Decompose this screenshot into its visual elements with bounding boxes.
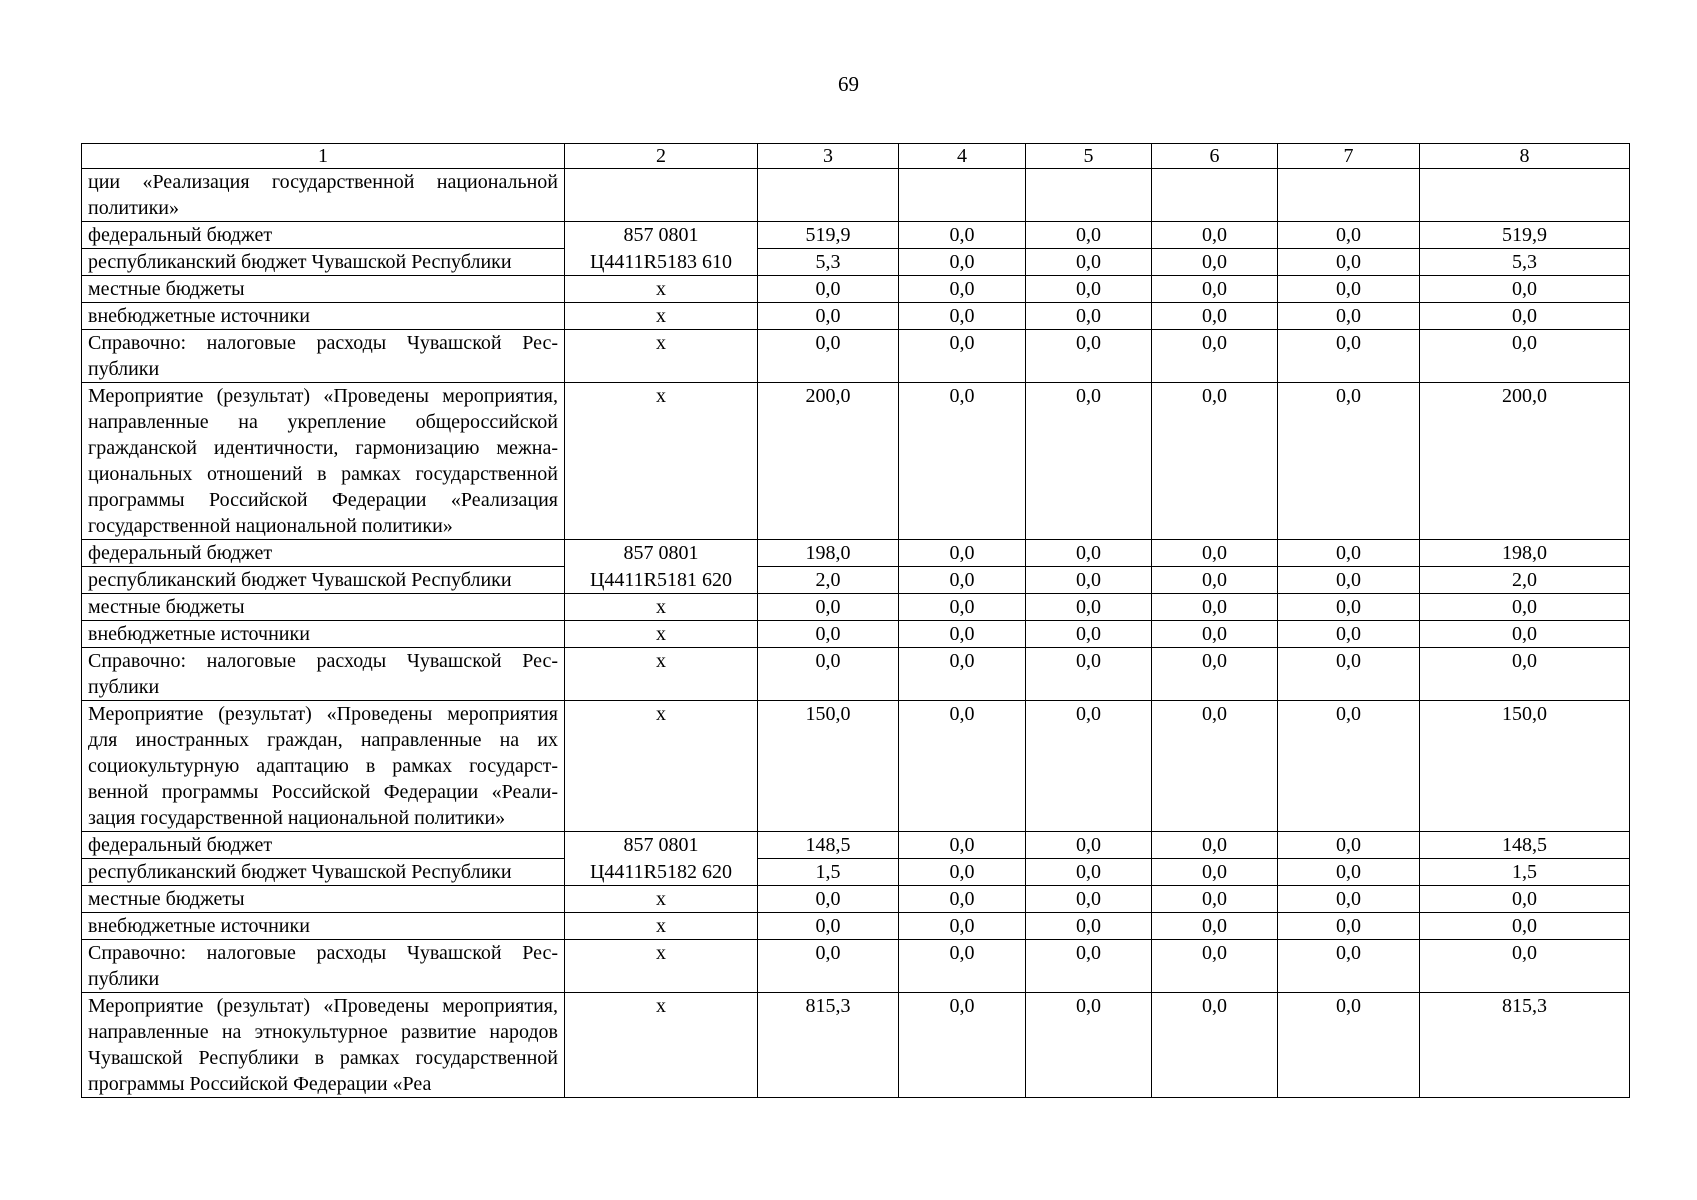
- value-cell: 0,0: [1420, 940, 1630, 993]
- value-cell: 2,0: [758, 567, 899, 594]
- table-row: [82, 567, 1630, 594]
- value-cell: 0,0: [1278, 567, 1420, 594]
- value-cell: 0,0: [1420, 886, 1630, 913]
- header-cell: 1: [82, 144, 565, 169]
- value-cell: 0,0: [1026, 859, 1152, 886]
- value-cell: 0,0: [899, 540, 1026, 567]
- table-row: [82, 222, 1630, 249]
- row-label: ции «Реализация государственной национальной политики»: [82, 169, 565, 222]
- value-cell: 0,0: [1152, 621, 1278, 648]
- row-label: федеральный бюджет: [82, 222, 565, 249]
- table-row: [82, 859, 1630, 886]
- row-label: республиканский бюджет Чувашской Республики: [82, 859, 565, 886]
- value-cell: 0,0: [899, 567, 1026, 594]
- value-cell: 0,0: [1026, 701, 1152, 832]
- budget-code: x: [565, 701, 758, 832]
- row-label: республиканский бюджет Чувашской Республики: [82, 567, 565, 594]
- budget-code: x: [565, 330, 758, 383]
- table-row: [82, 383, 1630, 540]
- budget-code: Ц4411R5181 620: [565, 567, 758, 594]
- value-cell: 0,0: [899, 249, 1026, 276]
- table-row: [82, 540, 1630, 567]
- value-cell: 0,0: [1152, 940, 1278, 993]
- budget-code: x: [565, 913, 758, 940]
- budget-code: x: [565, 303, 758, 330]
- value-cell: 0,0: [1026, 276, 1152, 303]
- table-row: [82, 886, 1630, 913]
- value-cell: 0,0: [899, 648, 1026, 701]
- value-cell: [1152, 169, 1278, 222]
- table-row: [82, 330, 1630, 383]
- budget-code: 857 0801: [565, 540, 758, 567]
- value-cell: 200,0: [758, 383, 899, 540]
- value-cell: 0,0: [1278, 594, 1420, 621]
- row-label: Справочно: налоговые расходы Чувашской Республики: [82, 330, 565, 383]
- value-cell: 0,0: [1152, 859, 1278, 886]
- value-cell: 0,0: [899, 383, 1026, 540]
- header-cell: 8: [1420, 144, 1630, 169]
- header-cell: 6: [1152, 144, 1278, 169]
- value-cell: 0,0: [899, 886, 1026, 913]
- value-cell: 0,0: [1420, 594, 1630, 621]
- value-cell: 0,0: [1026, 993, 1152, 1098]
- page-number: 69: [838, 72, 859, 96]
- budget-code: x: [565, 621, 758, 648]
- budget-code: x: [565, 594, 758, 621]
- value-cell: [899, 169, 1026, 222]
- value-cell: 0,0: [1026, 383, 1152, 540]
- value-cell: 0,0: [1152, 832, 1278, 859]
- value-cell: 0,0: [1278, 993, 1420, 1098]
- value-cell: 0,0: [1278, 249, 1420, 276]
- value-cell: 0,0: [899, 330, 1026, 383]
- value-cell: [1278, 169, 1420, 222]
- value-cell: 0,0: [1026, 913, 1152, 940]
- budget-code: 857 0801: [565, 832, 758, 859]
- value-cell: 0,0: [1278, 330, 1420, 383]
- value-cell: 0,0: [1420, 330, 1630, 383]
- value-cell: 1,5: [1420, 859, 1630, 886]
- value-cell: 0,0: [1152, 330, 1278, 383]
- budget-code: x: [565, 886, 758, 913]
- table-body: [82, 144, 1630, 1098]
- table-row: [82, 832, 1630, 859]
- value-cell: 0,0: [1152, 886, 1278, 913]
- value-cell: 815,3: [758, 993, 899, 1098]
- table-row: [82, 940, 1630, 993]
- row-label: местные бюджеты: [82, 594, 565, 621]
- value-cell: 0,0: [1152, 567, 1278, 594]
- value-cell: 0,0: [1026, 567, 1152, 594]
- value-cell: [1026, 169, 1152, 222]
- value-cell: 0,0: [1026, 940, 1152, 993]
- value-cell: 0,0: [899, 993, 1026, 1098]
- value-cell: 150,0: [758, 701, 899, 832]
- header-cell: 4: [899, 144, 1026, 169]
- table-row: [82, 276, 1630, 303]
- header-cell: 7: [1278, 144, 1420, 169]
- table-row: [82, 594, 1630, 621]
- value-cell: 0,0: [1278, 276, 1420, 303]
- budget-code: Ц4411R5182 620: [565, 859, 758, 886]
- budget-code: x: [565, 993, 758, 1098]
- value-cell: 0,0: [758, 276, 899, 303]
- value-cell: [1420, 169, 1630, 222]
- value-cell: 0,0: [1152, 383, 1278, 540]
- table-row: [82, 913, 1630, 940]
- value-cell: 0,0: [1278, 303, 1420, 330]
- value-cell: 0,0: [1152, 701, 1278, 832]
- value-cell: 0,0: [1278, 648, 1420, 701]
- budget-code: x: [565, 383, 758, 540]
- value-cell: 0,0: [1026, 886, 1152, 913]
- value-cell: 0,0: [758, 594, 899, 621]
- value-cell: 0,0: [1152, 276, 1278, 303]
- table-row: [82, 648, 1630, 701]
- value-cell: 0,0: [1026, 303, 1152, 330]
- value-cell: 0,0: [1026, 621, 1152, 648]
- table-row: [82, 621, 1630, 648]
- value-cell: 0,0: [899, 594, 1026, 621]
- row-label: федеральный бюджет: [82, 540, 565, 567]
- value-cell: 0,0: [1278, 540, 1420, 567]
- value-cell: 198,0: [758, 540, 899, 567]
- row-label: внебюджетные источники: [82, 621, 565, 648]
- budget-code: [565, 169, 758, 222]
- value-cell: 0,0: [1152, 993, 1278, 1098]
- value-cell: 0,0: [1026, 648, 1152, 701]
- value-cell: 0,0: [1152, 222, 1278, 249]
- value-cell: 0,0: [758, 913, 899, 940]
- value-cell: 0,0: [1278, 832, 1420, 859]
- value-cell: 0,0: [1026, 249, 1152, 276]
- value-cell: 0,0: [1152, 594, 1278, 621]
- value-cell: 0,0: [1026, 594, 1152, 621]
- header-row: [82, 144, 1630, 169]
- value-cell: 148,5: [758, 832, 899, 859]
- value-cell: 0,0: [1278, 886, 1420, 913]
- header-cell: 5: [1026, 144, 1152, 169]
- value-cell: 0,0: [1152, 648, 1278, 701]
- value-cell: 0,0: [758, 330, 899, 383]
- budget-code: x: [565, 940, 758, 993]
- value-cell: 0,0: [1278, 859, 1420, 886]
- row-label: Мероприятие (результат) «Проведены мероприятия для иностранных граждан, направленные на их социокультурную адаптацию в рамках государственной программы Российской Федерации «Реализация государственной национальной политики»: [82, 701, 565, 832]
- value-cell: 0,0: [1278, 913, 1420, 940]
- value-cell: 0,0: [899, 303, 1026, 330]
- value-cell: 0,0: [1278, 701, 1420, 832]
- value-cell: 0,0: [758, 886, 899, 913]
- value-cell: 0,0: [899, 913, 1026, 940]
- budget-code: Ц4411R5183 610: [565, 249, 758, 276]
- value-cell: 0,0: [758, 621, 899, 648]
- row-label: Справочно: налоговые расходы Чувашской Республики: [82, 648, 565, 701]
- value-cell: 0,0: [1278, 940, 1420, 993]
- value-cell: 0,0: [1026, 330, 1152, 383]
- row-label: Мероприятие (результат) «Проведены мероприятия, направленные на этнокультурное развитие народов Чувашской Республики в рамках государственной программы Российской Федерации «Реа: [82, 993, 565, 1098]
- table-row: [82, 249, 1630, 276]
- value-cell: 0,0: [758, 648, 899, 701]
- value-cell: 0,0: [1152, 249, 1278, 276]
- value-cell: 815,3: [1420, 993, 1630, 1098]
- table-row: [82, 701, 1630, 832]
- value-cell: 0,0: [1420, 913, 1630, 940]
- row-label: местные бюджеты: [82, 276, 565, 303]
- row-label: внебюджетные источники: [82, 913, 565, 940]
- value-cell: [758, 169, 899, 222]
- value-cell: 0,0: [1420, 648, 1630, 701]
- value-cell: 519,9: [758, 222, 899, 249]
- value-cell: 0,0: [1420, 276, 1630, 303]
- value-cell: 0,0: [899, 222, 1026, 249]
- table-row: [82, 993, 1630, 1098]
- value-cell: 0,0: [1152, 913, 1278, 940]
- row-label: федеральный бюджет: [82, 832, 565, 859]
- value-cell: 0,0: [1278, 621, 1420, 648]
- budget-table: [81, 143, 1630, 1098]
- budget-code: x: [565, 276, 758, 303]
- value-cell: 2,0: [1420, 567, 1630, 594]
- value-cell: 0,0: [1278, 222, 1420, 249]
- header-cell: 3: [758, 144, 899, 169]
- budget-code: 857 0801: [565, 222, 758, 249]
- value-cell: 0,0: [758, 303, 899, 330]
- row-label: республиканский бюджет Чувашской Республики: [82, 249, 565, 276]
- value-cell: 0,0: [1026, 540, 1152, 567]
- value-cell: 0,0: [1026, 222, 1152, 249]
- value-cell: 0,0: [1420, 303, 1630, 330]
- value-cell: 0,0: [899, 276, 1026, 303]
- value-cell: 0,0: [1278, 383, 1420, 540]
- value-cell: 0,0: [899, 701, 1026, 832]
- value-cell: 0,0: [1420, 621, 1630, 648]
- value-cell: 519,9: [1420, 222, 1630, 249]
- value-cell: 5,3: [758, 249, 899, 276]
- table-row: [82, 303, 1630, 330]
- value-cell: 0,0: [1152, 303, 1278, 330]
- value-cell: 0,0: [758, 940, 899, 993]
- row-label: местные бюджеты: [82, 886, 565, 913]
- row-label: внебюджетные источники: [82, 303, 565, 330]
- value-cell: 0,0: [1026, 832, 1152, 859]
- value-cell: 0,0: [899, 621, 1026, 648]
- value-cell: 0,0: [899, 859, 1026, 886]
- value-cell: 5,3: [1420, 249, 1630, 276]
- value-cell: 0,0: [899, 940, 1026, 993]
- value-cell: 198,0: [1420, 540, 1630, 567]
- budget-code: x: [565, 648, 758, 701]
- table-row: [82, 169, 1630, 222]
- value-cell: 1,5: [758, 859, 899, 886]
- value-cell: 150,0: [1420, 701, 1630, 832]
- value-cell: 200,0: [1420, 383, 1630, 540]
- header-cell: 2: [565, 144, 758, 169]
- value-cell: 0,0: [899, 832, 1026, 859]
- row-label: Справочно: налоговые расходы Чувашской Республики: [82, 940, 565, 993]
- value-cell: 148,5: [1420, 832, 1630, 859]
- value-cell: 0,0: [1152, 540, 1278, 567]
- row-label: Мероприятие (результат) «Проведены мероприятия, направленные на укрепление общероссийской гражданской идентичности, гармонизацию межнациональных отношений в рамках государственной программы Российской Федерации «Реализация государственной национальной политики»: [82, 383, 565, 540]
